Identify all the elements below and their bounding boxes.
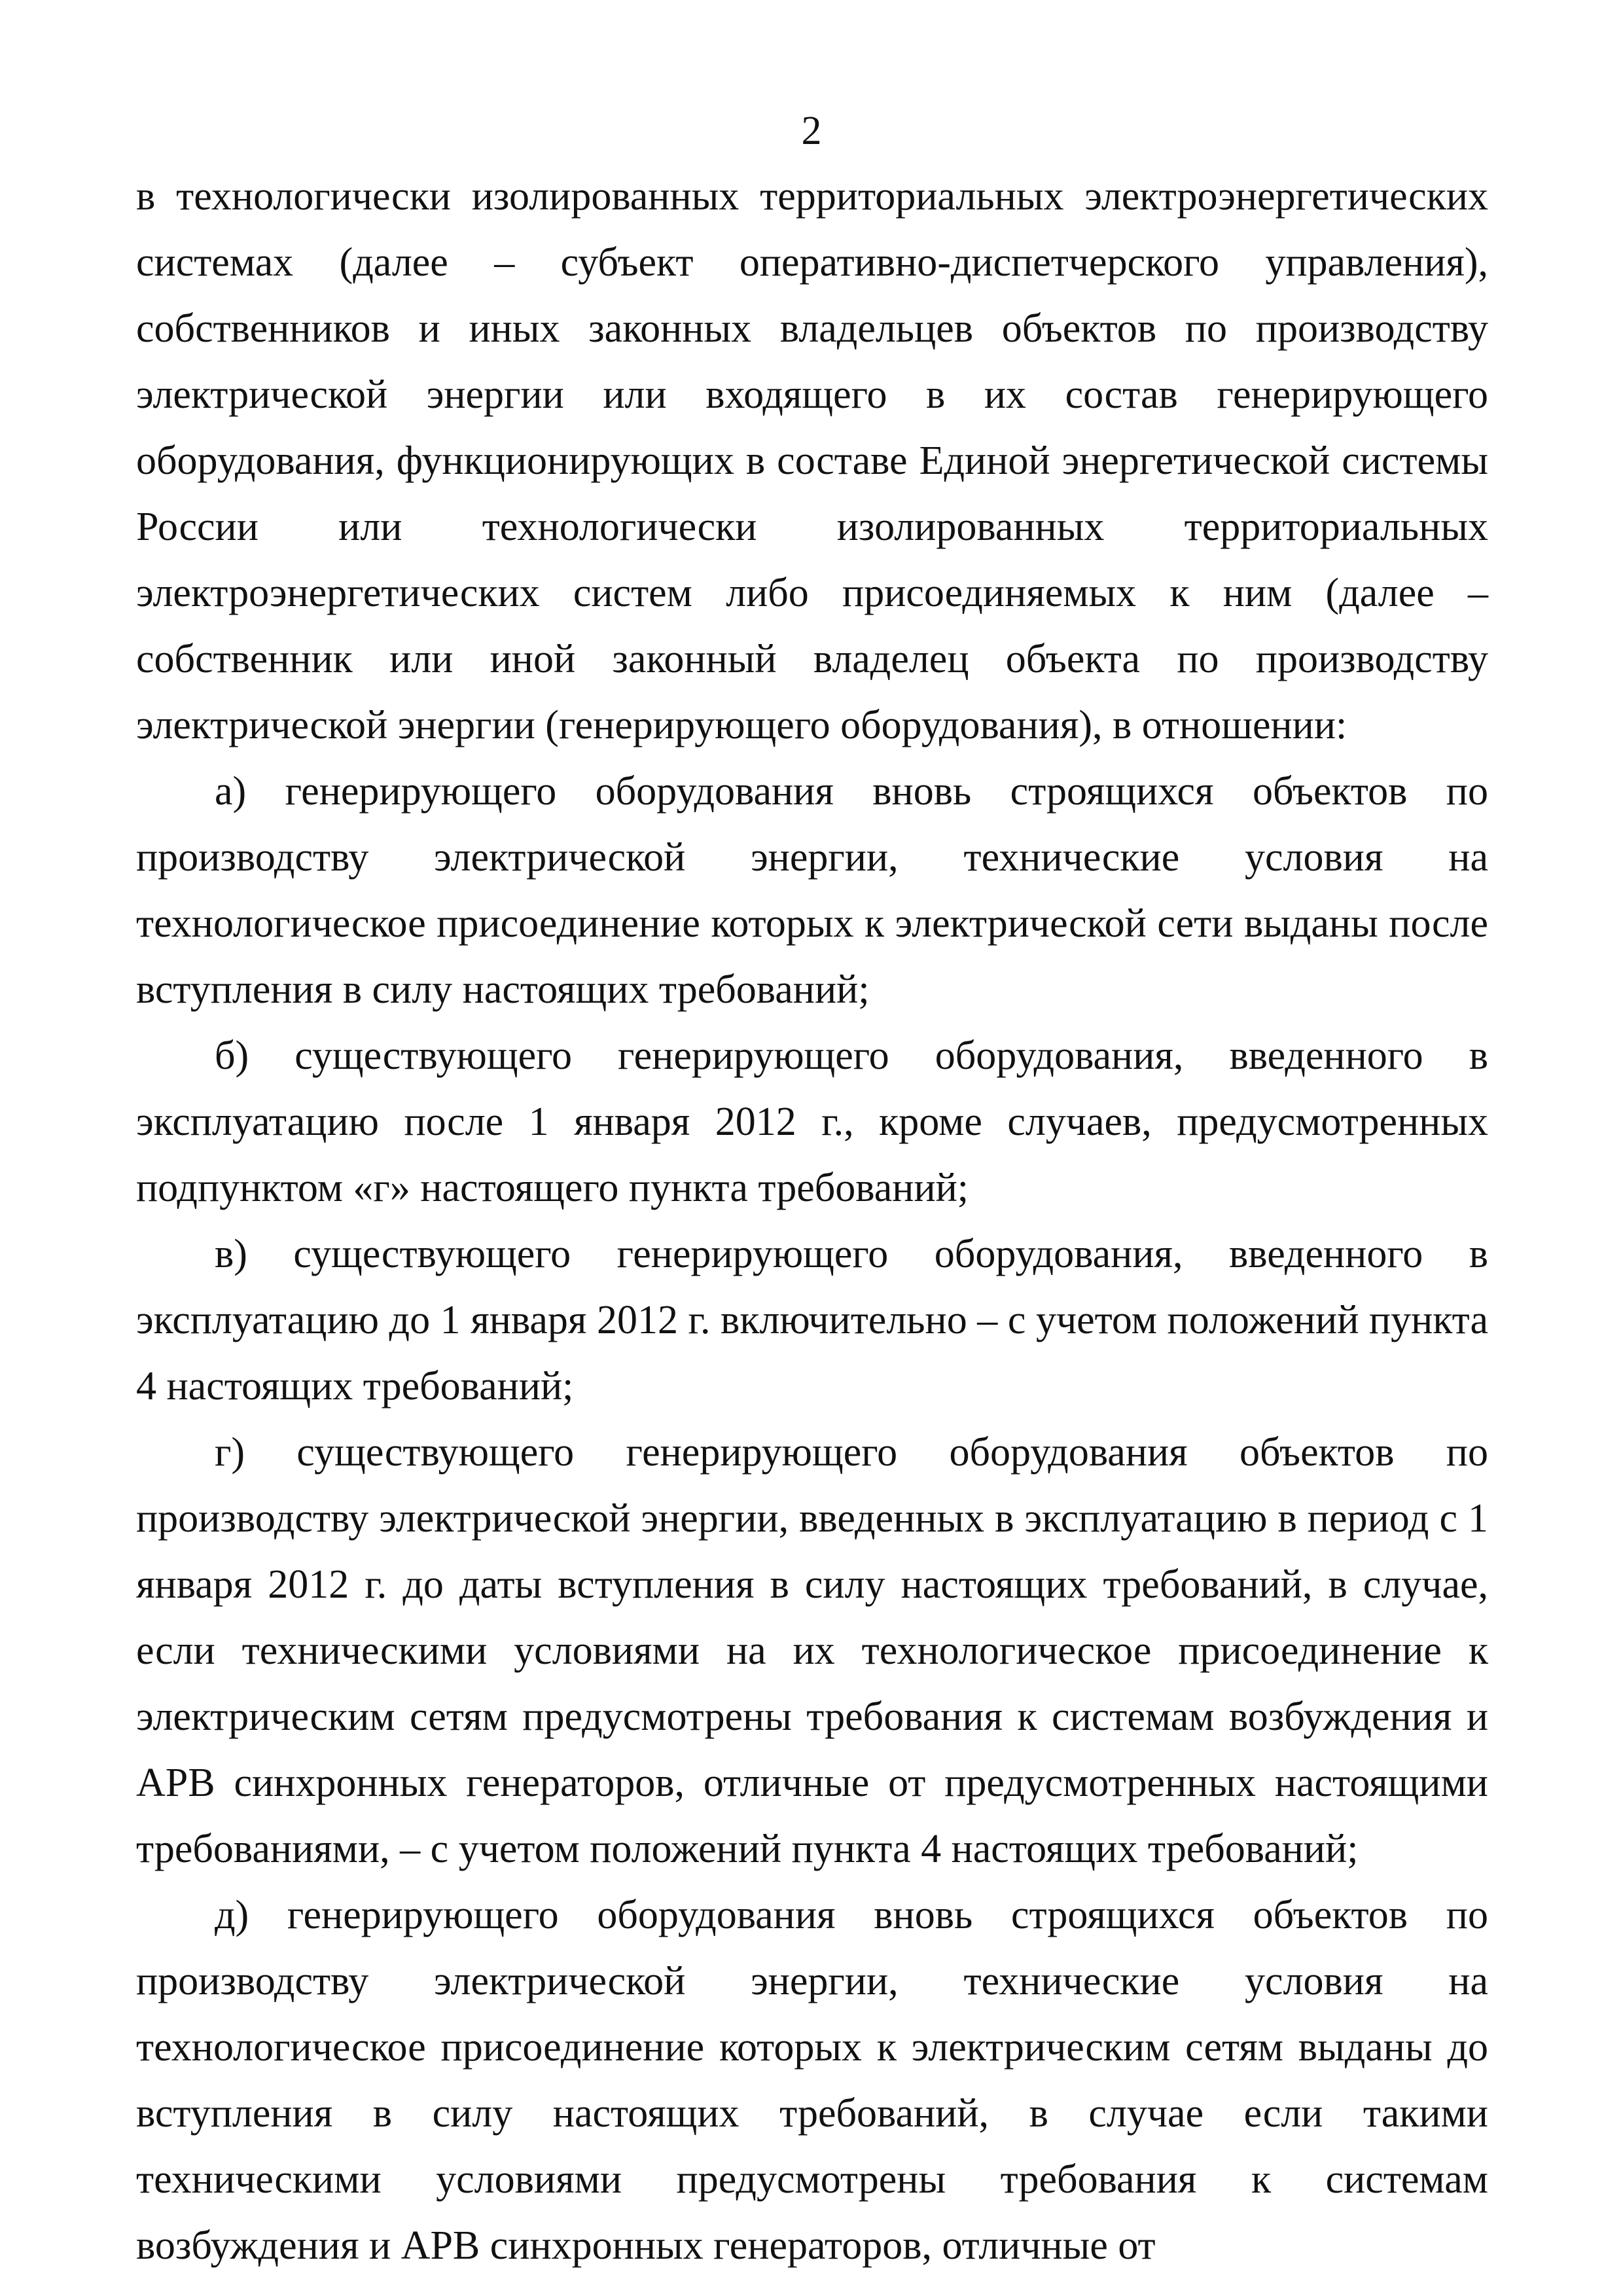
document-body xyxy=(136,164,1488,2279)
paragraph-continuation: в технологически изолированных территориальных электроэнергетических системах (далее – субъект оперативно-диспетчерского управления), собственников и иных законных владельцев объектов по производству электрической энергии или входящего в их состав генерирующего оборудования, функционирующих в составе Единой энергетической системы России или технологически изолированных территориальных электроэнергетических систем либо присоединяемых к ним (далее – собственник или иной законный владелец объекта по производству электрической энергии (генерирующего оборудования), в отношении: xyxy=(136,174,1488,747)
paragraph-item-v: в) существующего генерирующего оборудования, введенного в эксплуатацию до 1 января 2012 г. включительно – с учетом положений пункта 4 настоящих требований; xyxy=(136,1232,1488,1408)
paragraph-item-b: б) существующего генерирующего оборудования, введенного в эксплуатацию после 1 января 2012 г., кроме случаев, предусмотренных подпунктом «г» настоящего пункта требований; xyxy=(136,1033,1488,1210)
page-number: 2 xyxy=(801,109,822,153)
paragraph-item-a: а) генерирующего оборудования вновь строящихся объектов по производству электрической энергии, технические условия на технологическое присоединение которых к электрической сети выданы после вступления в силу настоящих требований; xyxy=(136,769,1488,1012)
paragraph-item-g: г) существующего генерирующего оборудования объектов по производству электрической энергии, введенных в эксплуатацию в период с 1 января 2012 г. до даты вступления в силу настоящих требований, в случае, если техническими условиями на их технологическое присоединение к электрическим сетям предусмотрены требования к системам возбуждения и АРВ синхронных генераторов, отличные от предусмотренных настоящими требованиями, – с учетом положений пункта 4 настоящих требований; xyxy=(136,1430,1488,1871)
paragraph-item-d: д) генерирующего оборудования вновь строящихся объектов по производству электрической энергии, технические условия на технологическое присоединение которых к электрическим сетям выданы до вступления в силу настоящих требований, в случае если такими техническими условиями предусмотрены требования к системам возбуждения и АРВ синхронных генераторов, отличные от xyxy=(136,1893,1488,2268)
